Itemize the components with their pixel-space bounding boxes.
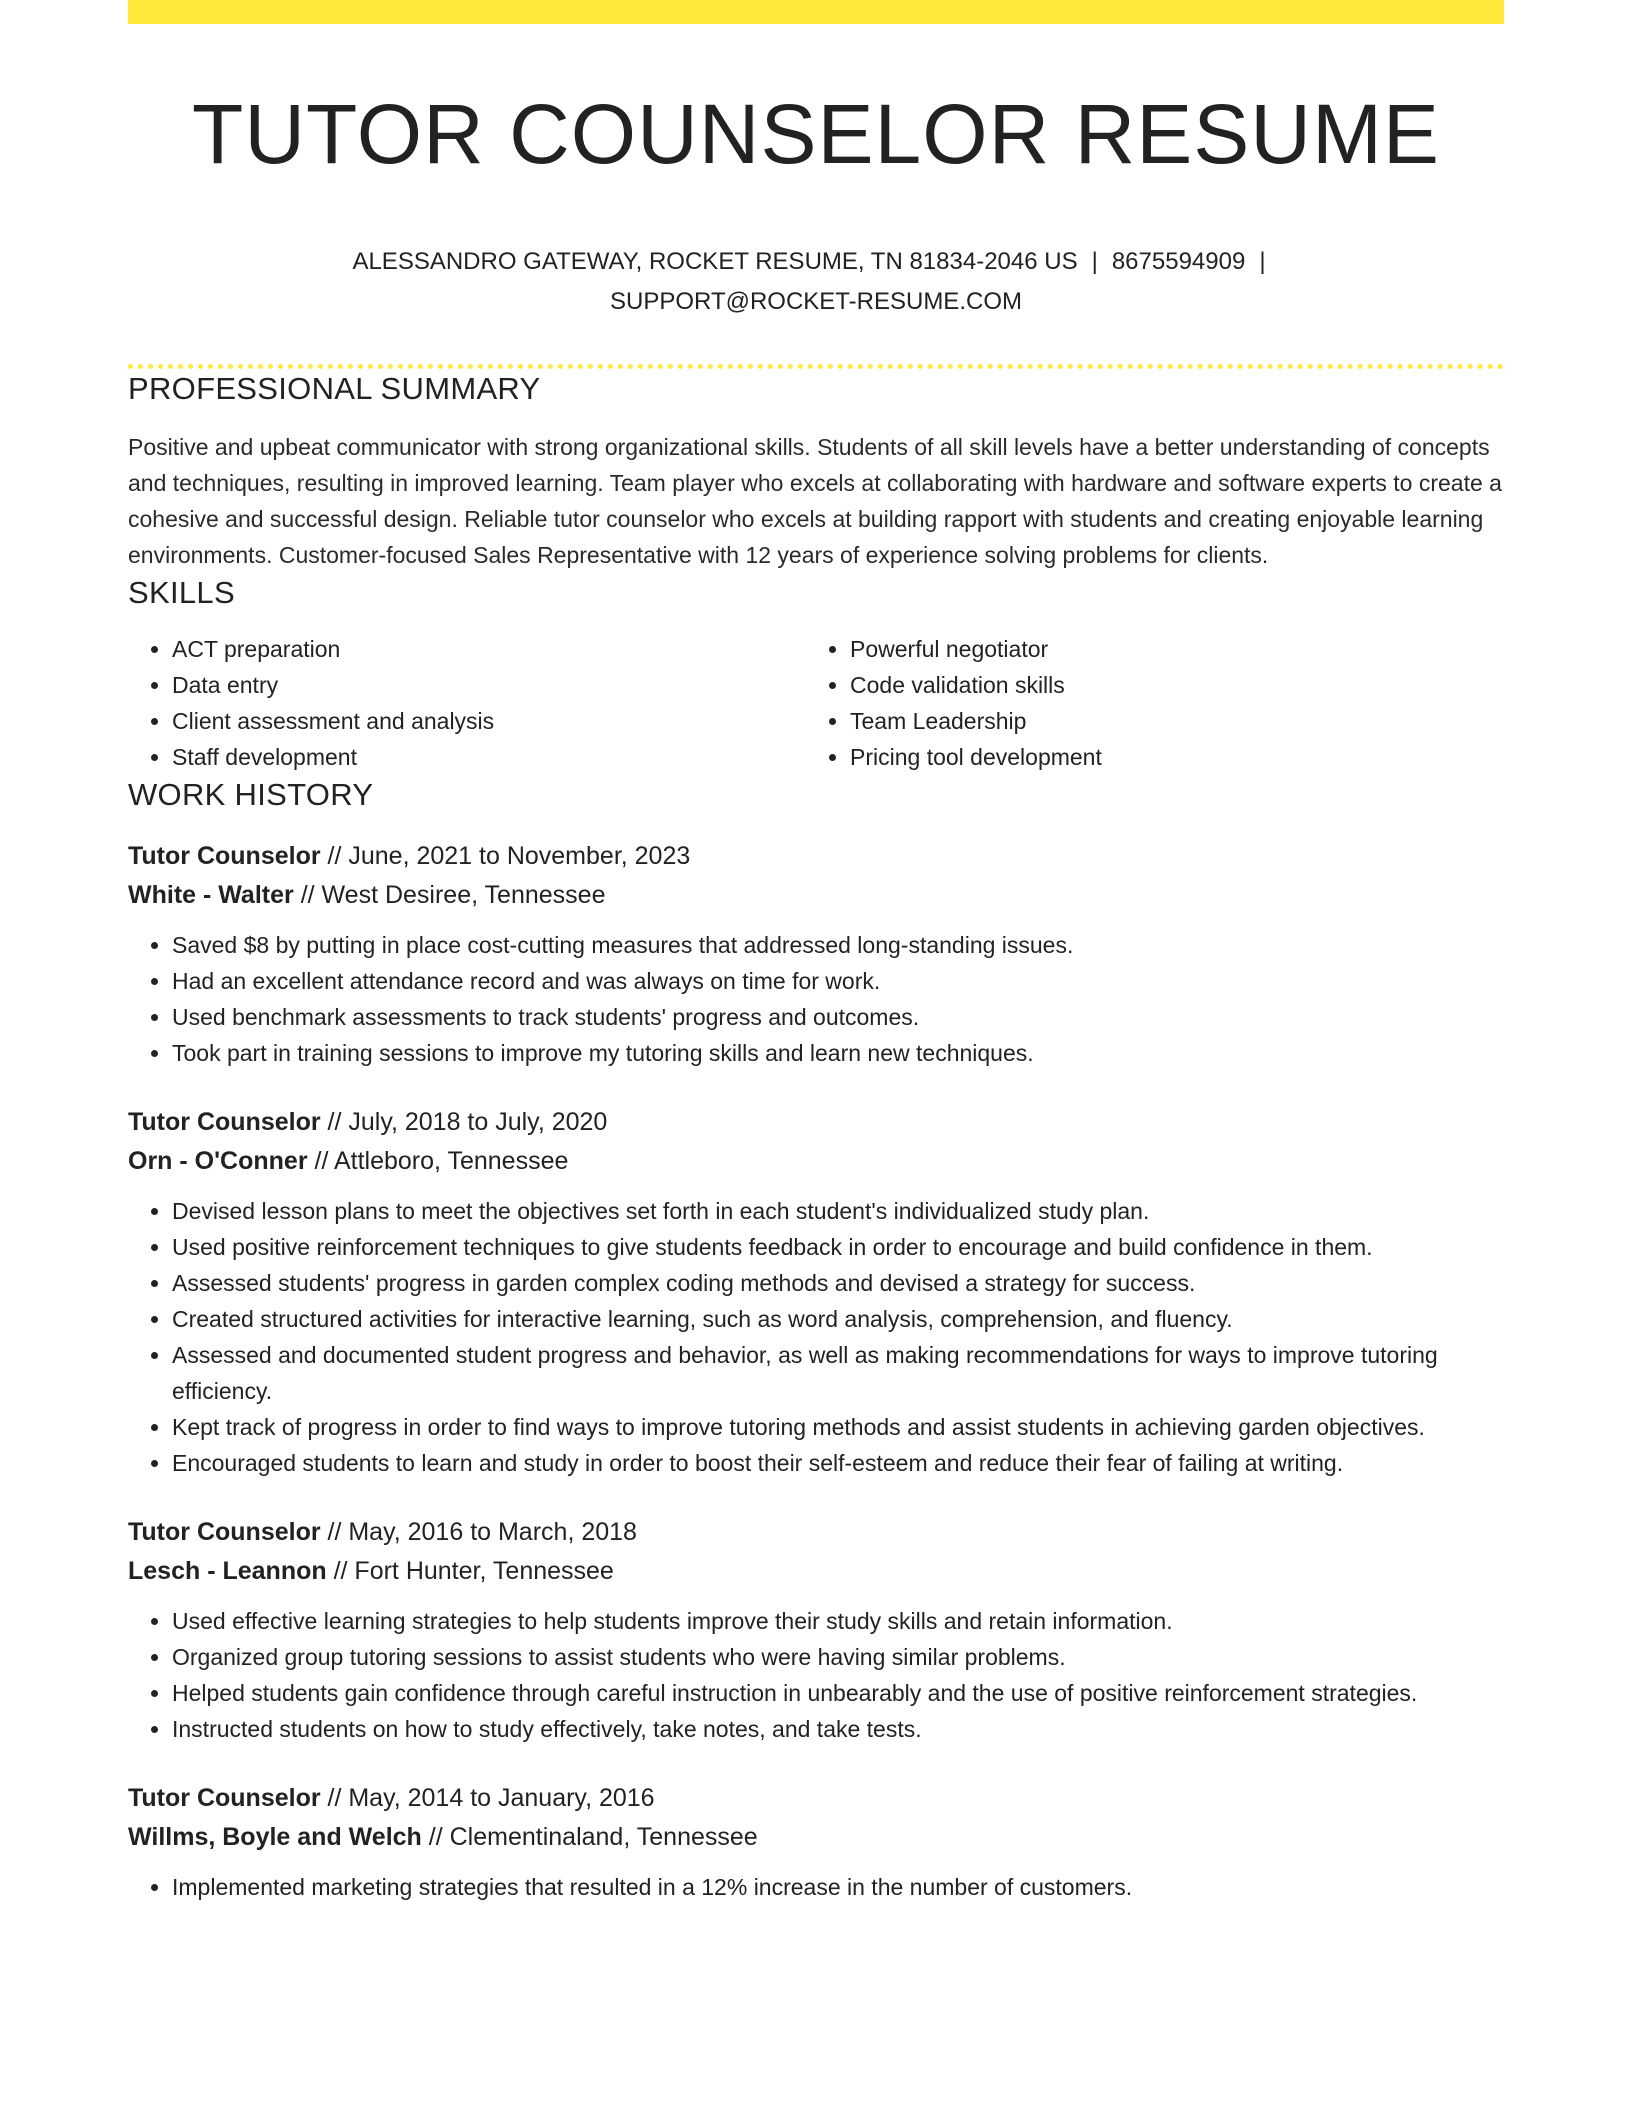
job-location: // West Desiree, Tennessee	[293, 881, 606, 909]
contact-phone: 8675594909	[1111, 248, 1246, 275]
list-item: • Used positive reinforcement techniques to give students feedback in order to encourage and build confidence in them.	[172, 1229, 1504, 1265]
job-dates: // May, 2014 to January, 2016	[320, 1784, 655, 1812]
job-bullets	[128, 1193, 1504, 1481]
summary-text: Positive and upbeat communicator with strong organizational skills. Students of all skill levels have a better understanding of concepts and techniques, resulting in improved learning. Team player who excels at collaborating with hardware and software experts to create a cohesive and successful design. Reliable tutor counselor who excels at building rapport with students and creating enjoyable learning environments. Customer-focused Sales Representative with 12 years of experience solving problems for clients.	[128, 434, 1502, 568]
job-dates: // July, 2018 to July, 2020	[320, 1108, 608, 1136]
job-role: Tutor Counselor	[128, 1108, 321, 1136]
skill-item: • Data entry	[172, 667, 806, 703]
list-item: • Had an excellent attendance record and was always on time for work.	[172, 963, 1504, 999]
list-item: • Assessed students' progress in garden complex coding methods and devised a strategy for success.	[172, 1265, 1504, 1301]
job-company: Lesch - Leannon	[128, 1557, 327, 1585]
list-item: • Helped students gain confidence through careful instruction in unbearably and the use of positive reinforcement strategies.	[172, 1675, 1504, 1711]
summary-heading: PROFESSIONAL SUMMARY	[128, 371, 541, 406]
work-history-heading: WORK HISTORY	[128, 777, 374, 812]
accent-bar	[128, 0, 1504, 24]
job-entry	[128, 1103, 1504, 1481]
job-company: White - Walter	[128, 881, 294, 909]
list-item: • Saved $8 by putting in place cost-cutting measures that addressed long-standing issues.	[172, 927, 1504, 963]
job-role: Tutor Counselor	[128, 1784, 321, 1812]
job-location: // Fort Hunter, Tennessee	[326, 1557, 614, 1585]
job-location: // Clementinaland, Tennessee	[421, 1823, 758, 1851]
skills-list	[128, 631, 1504, 775]
skills-column-right	[806, 631, 1484, 775]
list-item: • Created structured activities for interactive learning, such as word analysis, comprehension, and fluency.	[172, 1301, 1504, 1337]
skill-item: • Powerful negotiator	[850, 631, 1484, 667]
list-item: • Implemented marketing strategies that resulted in a 12% increase in the number of customers.	[172, 1869, 1504, 1905]
job-company-line	[128, 1552, 1504, 1591]
job-company-line	[128, 876, 1504, 915]
resume-page	[128, 0, 1504, 1905]
job-entry	[128, 1513, 1504, 1747]
list-item: • Took part in training sessions to improve my tutoring skills and learn new techniques.	[172, 1035, 1504, 1071]
job-bullets	[128, 1869, 1504, 1905]
contact-separator: |	[1259, 248, 1266, 275]
job-title-line	[128, 1779, 1504, 1818]
list-item: • Assessed and documented student progress and behavior, as well as making recommendations for ways to improve tutoring efficiency.	[172, 1337, 1504, 1409]
skill-item: • ACT preparation	[172, 631, 806, 667]
job-title-line	[128, 1103, 1504, 1142]
contact-email: SUPPORT@ROCKET-RESUME.COM	[610, 288, 1022, 315]
job-role: Tutor Counselor	[128, 842, 321, 870]
list-item: • Instructed students on how to study effectively, take notes, and take tests.	[172, 1711, 1504, 1747]
job-entry	[128, 837, 1504, 1071]
job-company: Willms, Boyle and Welch	[128, 1823, 422, 1851]
skill-item: • Pricing tool development	[850, 739, 1484, 775]
job-company: Orn - O'Conner	[128, 1147, 308, 1175]
job-company-line	[128, 1818, 1504, 1857]
contact-info	[128, 242, 1504, 322]
list-item: • Encouraged students to learn and study in order to boost their self-esteem and reduce their fear of failing at writing.	[172, 1445, 1504, 1481]
skill-item: • Team Leadership	[850, 703, 1484, 739]
job-entry	[128, 1779, 1504, 1905]
contact-separator: |	[1091, 248, 1098, 275]
job-role: Tutor Counselor	[128, 1518, 321, 1546]
contact-address: ALESSANDRO GATEWAY, ROCKET RESUME, TN 81834-2046 US	[352, 248, 1078, 275]
job-company-line	[128, 1142, 1504, 1181]
skill-item: • Code validation skills	[850, 667, 1484, 703]
job-location: // Attleboro, Tennessee	[307, 1147, 569, 1175]
skill-item: • Staff development	[172, 739, 806, 775]
job-dates: // May, 2016 to March, 2018	[320, 1518, 637, 1546]
list-item: • Used effective learning strategies to help students improve their study skills and retain information.	[172, 1603, 1504, 1639]
list-item: • Devised lesson plans to meet the objectives set forth in each student's individualized study plan.	[172, 1193, 1504, 1229]
page-title: TUTOR COUNSELOR RESUME	[192, 87, 1440, 181]
list-item: • Organized group tutoring sessions to assist students who were having similar problems.	[172, 1639, 1504, 1675]
skills-column-left	[128, 631, 806, 775]
job-title-line	[128, 837, 1504, 876]
list-item: • Kept track of progress in order to find ways to improve tutoring methods and assist students in achieving garden objectives.	[172, 1409, 1504, 1445]
skill-item: • Client assessment and analysis	[172, 703, 806, 739]
job-dates: // June, 2021 to November, 2023	[320, 842, 691, 870]
list-item: • Used benchmark assessments to track students' progress and outcomes.	[172, 999, 1504, 1035]
skills-heading: SKILLS	[128, 575, 235, 610]
job-bullets	[128, 1603, 1504, 1747]
job-bullets	[128, 927, 1504, 1071]
job-title-line	[128, 1513, 1504, 1552]
